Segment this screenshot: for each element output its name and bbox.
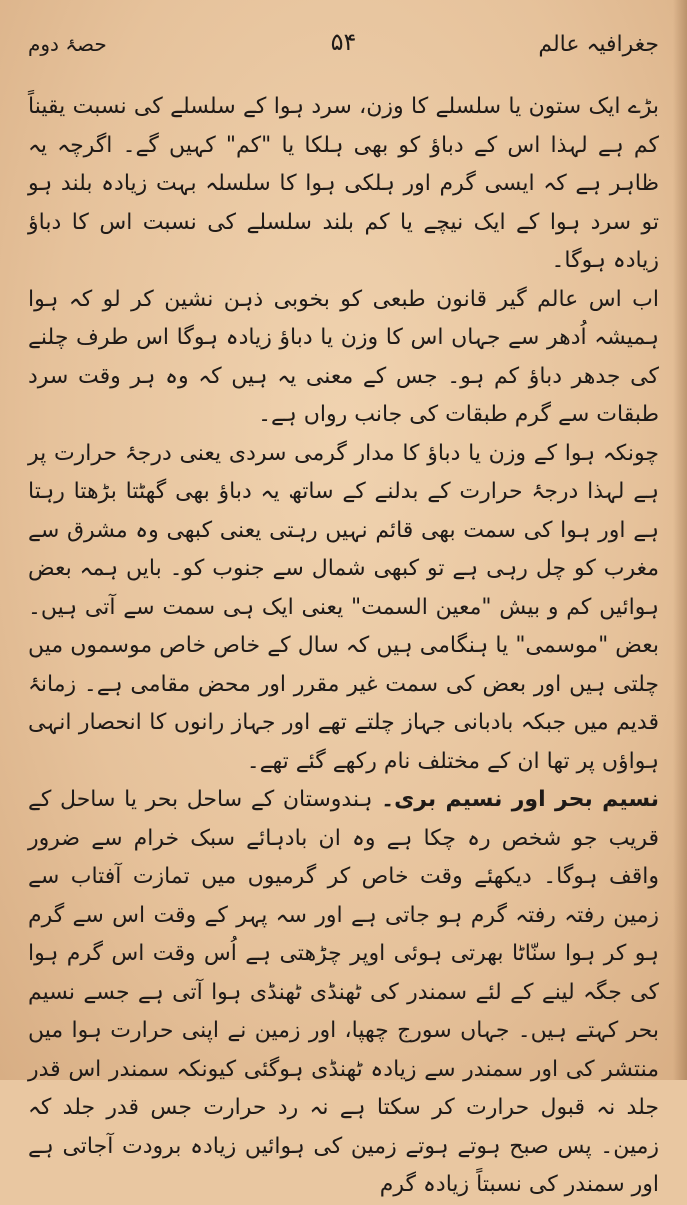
paragraph-text: چونکہ ہوا کے وزن یا دباؤ کا مدار گرمی سردی یعنی درجۂ حرارت پر ہے لہذا درجۂ حرارت کے بدلنے کے ساتھ یہ دباؤ بھی گھٹتا بڑھتا رہتا ہے اور ہوا کی سمت بھی قائم نہیں رہتی یعنی کبھی وہ مشرق سے مغرب کو چل رہی ہے تو کبھی شمال سے جنوب کو۔ بایں ہمہ بعض ہوائیں کم و بیش "معین السمت" یعنی ایک ہی سمت سے آتی ہیں۔ بعض "موسمی" یا ہنگامی ہیں کہ سال کے خاص خاص موسموں میں چلتی ہیں اور بعض کی سمت غیر مقرر اور محض مقامی ہے۔ زمانۂ قدیم میں جبکہ بادبانی جہاز چلتے تھے اور جہاز رانوں کا انحصار انہی ہواؤں پر تھا ان کے مختلف نام رکھے گئے تھے۔ (28, 440, 659, 774)
paragraph-1 (28, 88, 659, 281)
section-label: حصۂ دوم (28, 32, 107, 56)
page-header (28, 26, 659, 70)
paragraph-text: اب اس عالم گیر قانون طبعی کو بخوبی ذہن نشین کر لو کہ ہوا ہمیشہ اُدھر سے جہاں اس کا وزن یا دباؤ زیادہ ہوگا اس طرف چلنے کی جدھر دباؤ کم ہو۔ جس کے معنی یہ ہیں کہ وہ ہر وقت سرد طبقات سے گرم طبقات کی جانب رواں ہے۔ (28, 286, 659, 427)
paragraph-text: بڑے ایک ستون یا سلسلے کا وزن، سرد ہوا کے سلسلے کی نسبت یقیناً کم ہے لہذا اس کے دباؤ کو بھی ہلکا یا "کم" کہیں گے۔ اگرچہ یہ ظاہر ہے کہ ایسی گرم اور ہلکی ہوا کا سلسلہ بہت زیادہ بلند ہو تو سرد ہوا کے ایک نیچے یا کم بلند سلسلے کی نسبت اس کا دباؤ زیادہ ہوگا۔ (28, 94, 659, 273)
paragraph-2 (28, 281, 659, 435)
paragraph-3 (28, 435, 659, 782)
page-edge-shadow (673, 0, 687, 1080)
paragraph-4 (28, 781, 659, 1205)
paragraph-text: ہندوستان کے ساحل بحر یا ساحل کے قریب جو شخص رہ چکا ہے وہ ان بادہائے سبک خرام سے ضرور واقف ہوگا۔ دیکھئے وقت خاص کر گرمیوں میں تمازت آفتاب سے زمین رفتہ رفتہ گرم ہو جاتی ہے اور سہ پہر کے وقت اس سے گرم ہو کر ہوا سنّاٹا بھرتی ہوئی اوپر چڑھتی ہے اُس وقت اس گرم ہوا کی جگہ لینے کے لئے سمندر کی ٹھنڈی ٹھنڈی ہوا آتی ہے جسے نسیم بحر کہتے ہیں۔ جہاں سورج چھپا، اور زمین نے اپنی حرارت ہوا میں منتشر کی اور سمندر سے زیادہ ٹھنڈی ہوگئی کیونکہ سمندر اس قدر جلد نہ قبول حرارت کر سکتا ہے نہ رد حرارت جس قدر جلد کہ زمین۔ پس صبح ہوتے ہوتے زمین کی ہوائیں زیادہ برودت آجاتی ہے اور سمندر کی نسبتاً زیادہ گرم (28, 787, 659, 1197)
page-body (28, 88, 659, 1197)
section-heading: نسیم بحر اور نسیم بری۔ (381, 787, 659, 812)
running-title: جغرافیہ عالم (538, 32, 659, 57)
page-number: ۵۴ (330, 28, 357, 56)
